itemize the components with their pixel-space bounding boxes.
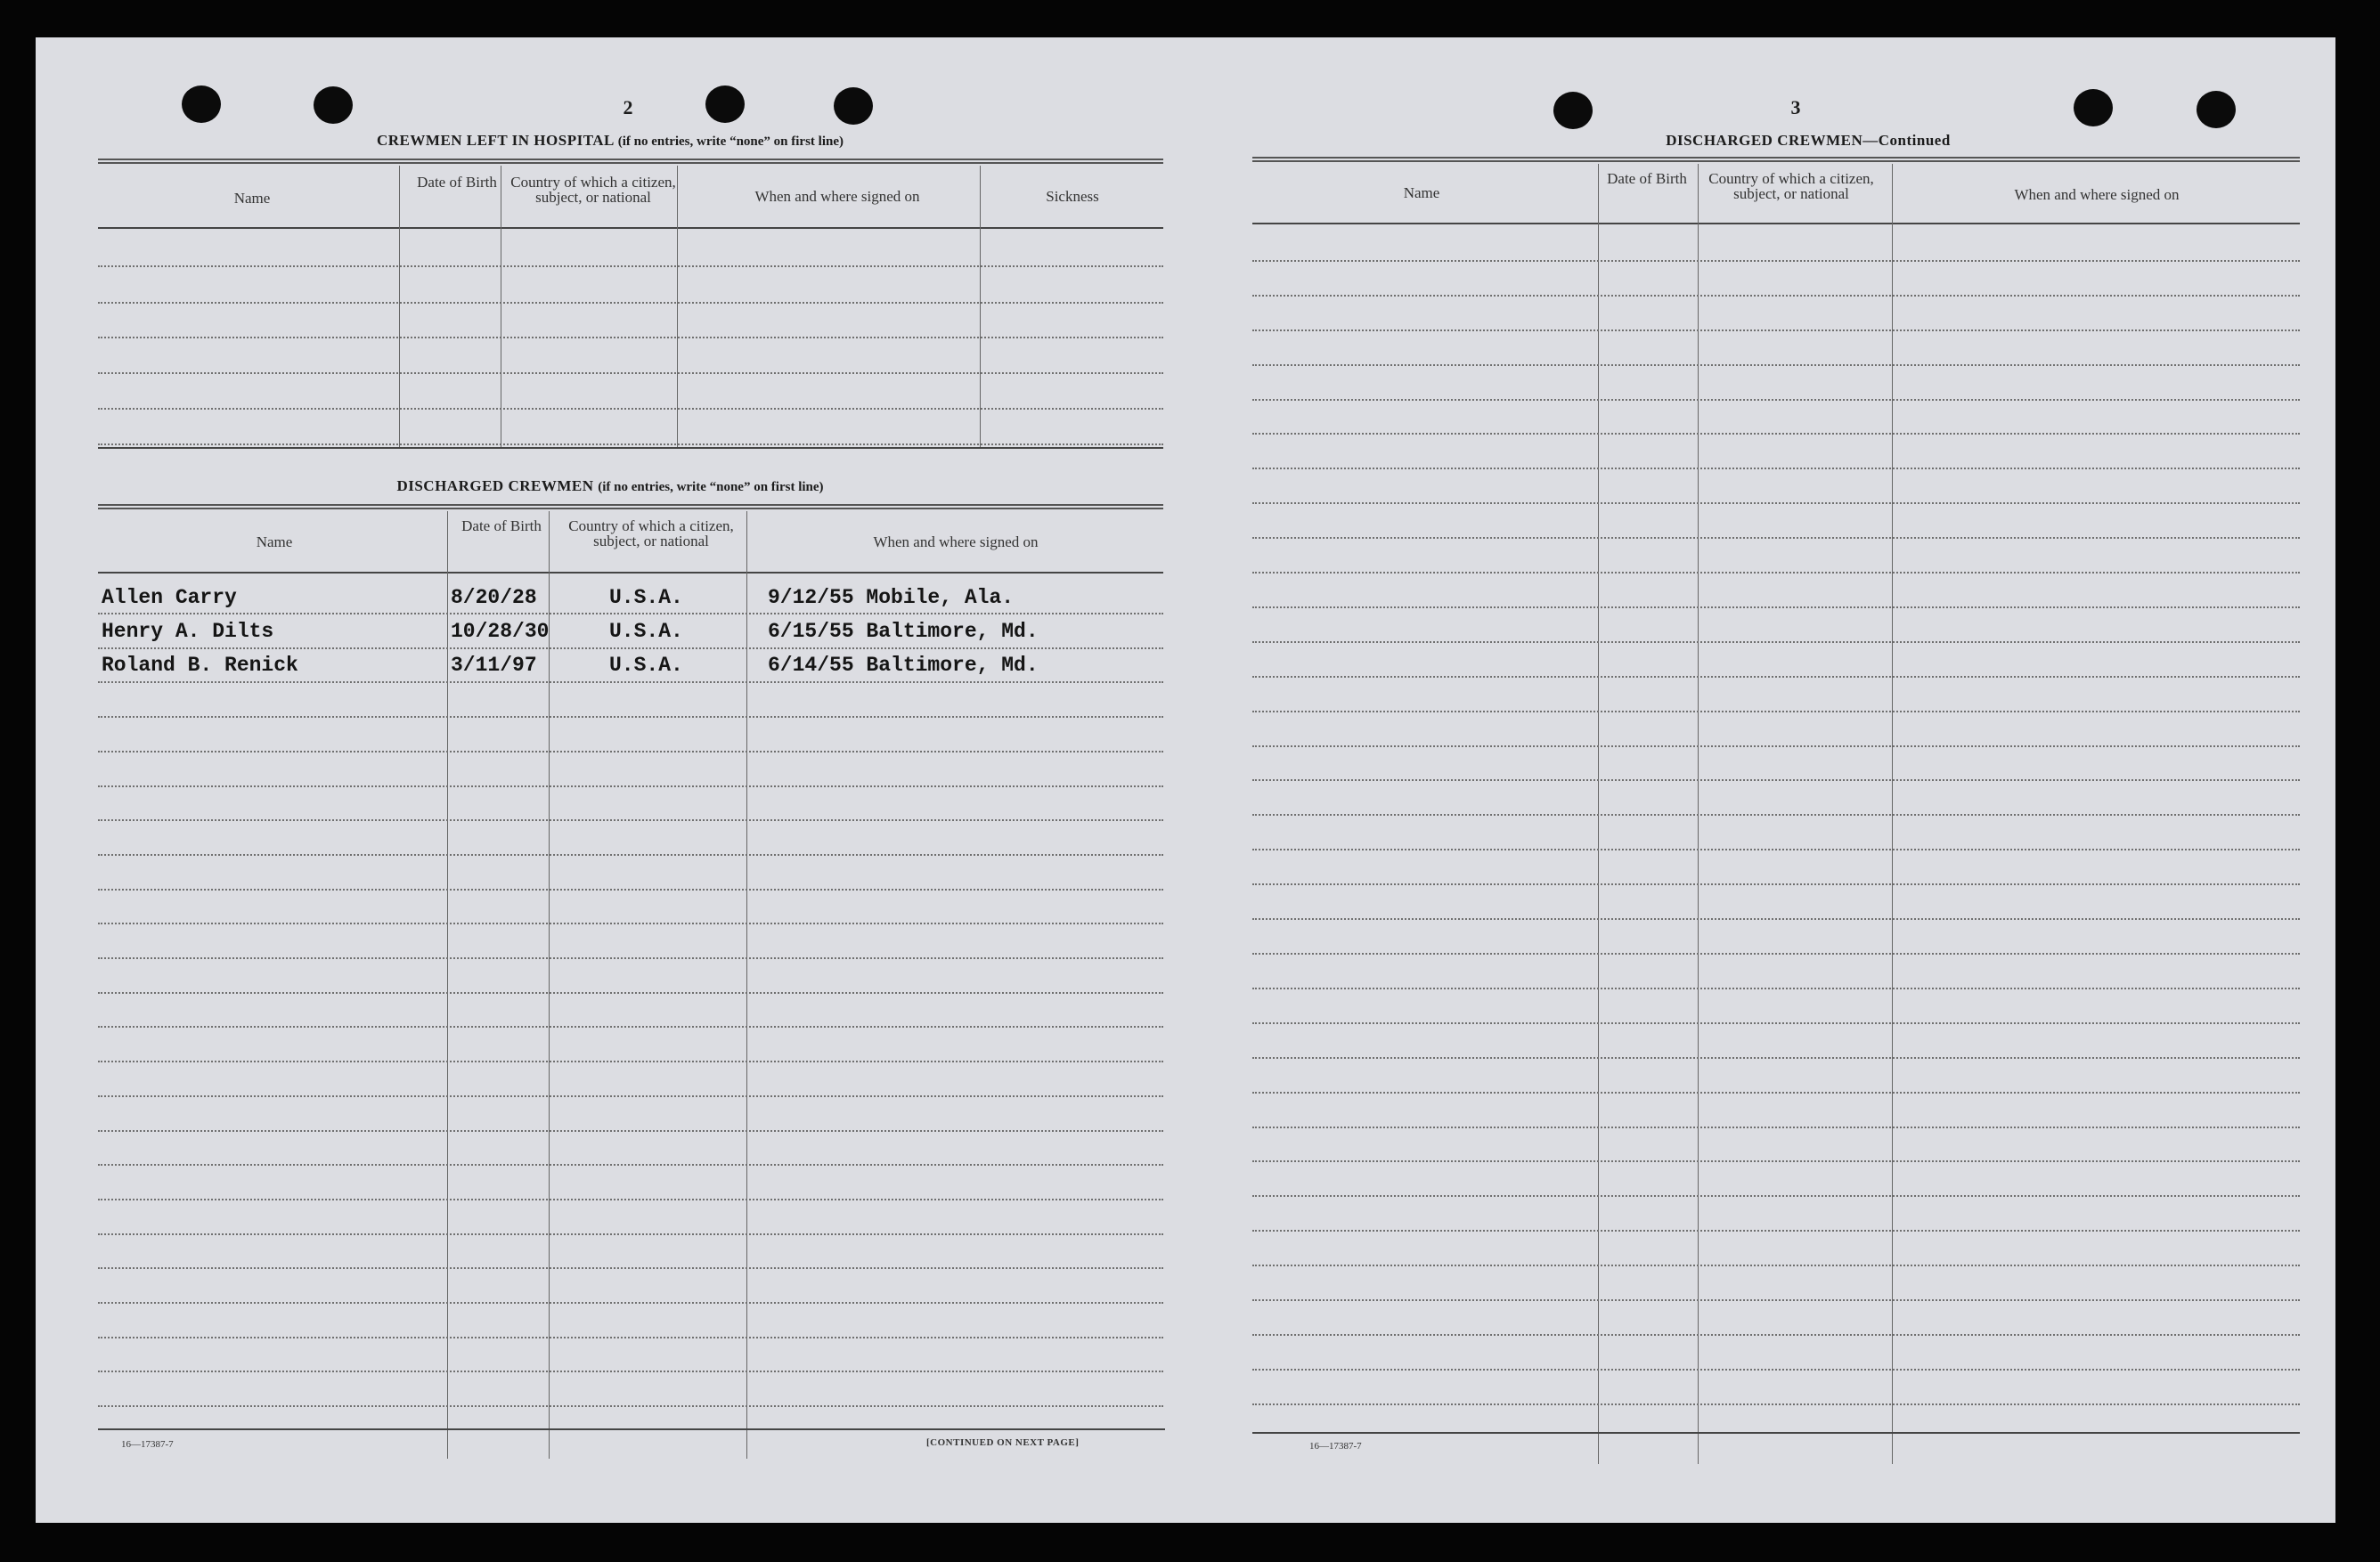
hospital-col-dob: Date of Birth bbox=[417, 174, 497, 191]
entry-line bbox=[98, 681, 1163, 683]
entry-line bbox=[1252, 1057, 2300, 1059]
form-code: 16—17387-7 bbox=[121, 1439, 174, 1450]
table-row-2-dob: 10/28/30 bbox=[451, 620, 550, 643]
entry-line bbox=[1252, 779, 2300, 781]
page-number: 2 bbox=[623, 96, 633, 118]
entry-line bbox=[1252, 711, 2300, 712]
entry-line bbox=[98, 1302, 1163, 1304]
entry-line bbox=[98, 1095, 1163, 1097]
discharged-col-country: Country of which a citizen, subject, or national bbox=[568, 517, 734, 549]
hospital-title-note: (if no entries, write “none” on first line) bbox=[617, 134, 844, 149]
entry-line bbox=[98, 443, 1163, 445]
right-col-country: Country of which a citizen, subject, or national bbox=[1708, 170, 1874, 202]
column-header-rule bbox=[1252, 223, 2300, 224]
page-bottom-rule bbox=[98, 1428, 1165, 1430]
entry-line bbox=[98, 408, 1163, 410]
page-bottom-rule bbox=[1252, 1432, 2300, 1434]
entry-line bbox=[98, 1233, 1163, 1235]
entry-line bbox=[1252, 1195, 2300, 1197]
form-code: 16—17387-7 bbox=[1309, 1441, 1362, 1452]
hospital-title-text: CREWMEN LEFT IN HOSPITAL bbox=[377, 132, 614, 149]
column-divider bbox=[677, 166, 678, 447]
entry-line bbox=[98, 1164, 1163, 1166]
entry-line bbox=[98, 1130, 1163, 1132]
entry-line bbox=[1252, 641, 2300, 643]
right-col-dob: Date of Birth bbox=[1607, 170, 1687, 187]
entry-line bbox=[1252, 433, 2300, 435]
entry-line bbox=[98, 1061, 1163, 1062]
entry-line bbox=[1252, 1369, 2300, 1371]
entry-line bbox=[98, 819, 1163, 821]
entry-line bbox=[98, 785, 1163, 787]
entry-line bbox=[1252, 260, 2300, 262]
right-section-title: DISCHARGED CREWMEN—Continued bbox=[1666, 132, 1951, 149]
entry-line bbox=[1252, 1022, 2300, 1024]
entry-line bbox=[98, 1267, 1163, 1269]
page-number: 3 bbox=[1790, 96, 1801, 118]
discharged-title-text: DISCHARGED CREWMEN bbox=[396, 477, 594, 494]
left-page bbox=[36, 37, 1185, 1523]
column-divider bbox=[549, 511, 550, 1459]
entry-line bbox=[1252, 745, 2300, 747]
entry-line bbox=[1252, 295, 2300, 297]
column-divider bbox=[399, 166, 400, 447]
entry-line bbox=[1252, 1334, 2300, 1336]
table-row-3-name: Roland B. Renick bbox=[102, 654, 298, 677]
table-row-1-dob: 8/20/28 bbox=[451, 586, 537, 609]
table-row-2-name: Henry A. Dilts bbox=[102, 620, 274, 643]
entry-line bbox=[1252, 849, 2300, 850]
entry-line bbox=[98, 1199, 1163, 1200]
entry-line bbox=[98, 1026, 1163, 1028]
entry-line bbox=[98, 613, 1163, 614]
discharged-title-note: (if no entries, write “none” on first line) bbox=[598, 480, 824, 494]
entry-line bbox=[1252, 537, 2300, 539]
table-row-1-signed: 9/12/55 Mobile, Ala. bbox=[768, 586, 1015, 609]
entry-line bbox=[98, 957, 1163, 959]
entry-line bbox=[98, 302, 1163, 304]
column-header-rule bbox=[98, 572, 1163, 574]
entry-line bbox=[1252, 572, 2300, 574]
entry-line bbox=[98, 647, 1163, 649]
entry-line bbox=[1252, 468, 2300, 469]
right-col-signed: When and where signed on bbox=[2014, 186, 2180, 203]
discharged-section-title bbox=[36, 477, 1185, 495]
entry-line bbox=[98, 1337, 1163, 1338]
entry-line bbox=[1252, 399, 2300, 401]
entry-line bbox=[1252, 606, 2300, 608]
column-divider bbox=[980, 166, 981, 447]
entry-line bbox=[98, 716, 1163, 718]
entry-line bbox=[1252, 1127, 2300, 1128]
entry-line bbox=[1252, 814, 2300, 816]
entry-line bbox=[98, 265, 1163, 267]
table-row-1-country: U.S.A. bbox=[609, 586, 683, 609]
table-row-3-country: U.S.A. bbox=[609, 654, 683, 677]
hospital-col-name: Name bbox=[233, 190, 271, 207]
hospital-col-country: Country of which a citizen, subject, or national bbox=[510, 174, 676, 206]
table-row-1-name: Allen Carry bbox=[102, 586, 237, 609]
header-rule bbox=[98, 504, 1163, 509]
entry-line bbox=[98, 337, 1163, 338]
entry-line bbox=[98, 889, 1163, 891]
entry-line bbox=[1252, 1299, 2300, 1301]
header-rule bbox=[1252, 157, 2300, 162]
entry-line bbox=[1252, 918, 2300, 920]
right-page bbox=[1185, 37, 2335, 1523]
discharged-col-signed: When and where signed on bbox=[873, 533, 1039, 550]
table-row-3-dob: 3/11/97 bbox=[451, 654, 537, 677]
column-divider bbox=[447, 511, 448, 1459]
entry-line bbox=[98, 1405, 1163, 1407]
entry-line bbox=[1252, 1403, 2300, 1405]
discharged-col-dob: Date of Birth bbox=[461, 517, 542, 534]
entry-line bbox=[1252, 676, 2300, 678]
entry-line bbox=[98, 992, 1163, 994]
entry-line bbox=[1252, 502, 2300, 504]
table-row-2-country: U.S.A. bbox=[609, 620, 683, 643]
table-row-2-signed: 6/15/55 Baltimore, Md. bbox=[768, 620, 1039, 643]
hospital-col-sickness: Sickness bbox=[1046, 188, 1099, 205]
entry-line bbox=[98, 751, 1163, 753]
table-row-3-signed: 6/14/55 Baltimore, Md. bbox=[768, 654, 1039, 677]
continued-note: [CONTINUED ON NEXT PAGE] bbox=[926, 1437, 1080, 1448]
column-header-rule bbox=[98, 227, 1163, 229]
entry-line bbox=[1252, 1092, 2300, 1094]
entry-line bbox=[98, 1371, 1163, 1372]
hospital-section-title bbox=[36, 132, 1185, 150]
entry-line bbox=[1252, 1160, 2300, 1162]
discharged-col-name: Name bbox=[256, 533, 293, 550]
entry-line bbox=[1252, 1230, 2300, 1232]
entry-line bbox=[1252, 329, 2300, 331]
entry-line bbox=[98, 854, 1163, 856]
document-sheet bbox=[36, 37, 2335, 1523]
hospital-col-signed: When and where signed on bbox=[754, 188, 920, 205]
right-col-name: Name bbox=[1403, 184, 1440, 201]
entry-line bbox=[1252, 364, 2300, 366]
entry-line bbox=[98, 372, 1163, 374]
entry-line bbox=[1252, 883, 2300, 885]
section-bottom-rule bbox=[98, 447, 1163, 449]
header-rule bbox=[98, 159, 1163, 164]
entry-line bbox=[1252, 1265, 2300, 1266]
entry-line bbox=[1252, 953, 2300, 955]
entry-line bbox=[1252, 988, 2300, 989]
entry-line bbox=[98, 923, 1163, 924]
column-divider bbox=[746, 511, 747, 1459]
